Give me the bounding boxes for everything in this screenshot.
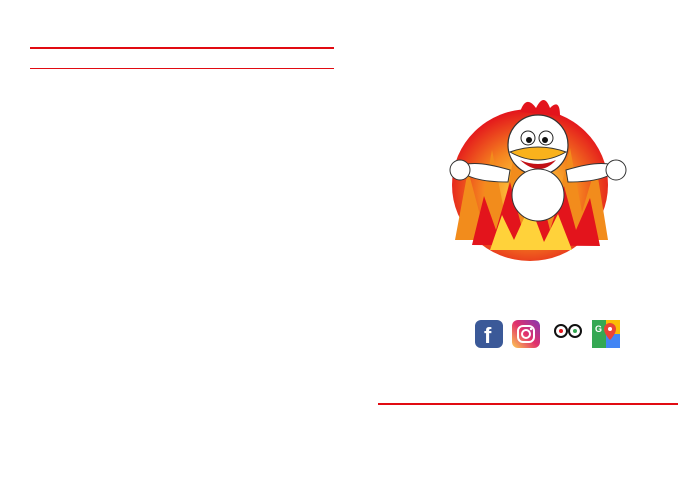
bibite-section-header [30, 51, 342, 67]
right-divider-1 [378, 403, 678, 405]
instagram-icon[interactable] [512, 320, 540, 348]
facebook-icon[interactable] [475, 320, 503, 348]
tripadvisor-icon[interactable] [548, 320, 588, 348]
panini-divider [30, 47, 334, 49]
menu-column [30, 28, 342, 71]
brand-column [360, 0, 698, 493]
google-maps-icon[interactable] [592, 320, 620, 348]
svg-text:G: G [595, 324, 603, 334]
svg-text:f: f [484, 323, 492, 348]
bibite-divider [30, 68, 334, 70]
chicken-logo [360, 0, 698, 290]
panini-section-header [30, 30, 342, 46]
